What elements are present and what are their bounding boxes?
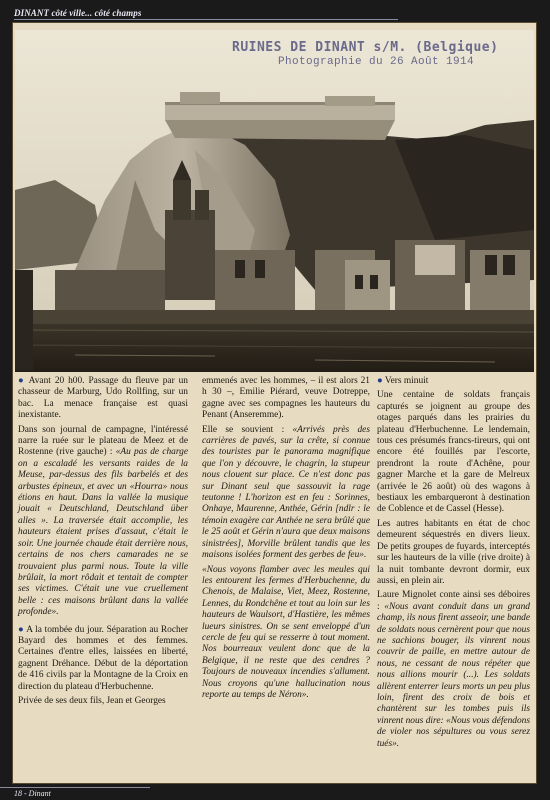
running-header: DINANT côté ville... côté champs (14, 8, 142, 18)
paragraph-text: emmenés avec les hommes, – il est alors 21 h 30 –, Emilie Piérard, veuve Dotreppe, gagne avec ses compagnes les hauteurs du Penant (Anseremme). (202, 376, 370, 421)
paragraph-text: Une centaine de soldats français capturés se joignent au groupe des otages parqués dans les prairies du plateau d'Herbuchenne. Le lendemain, tous ces présumés francs-tireurs, qui ont encore été fouillés par l'escorte, prendront la route d'Achêne, pour gagner Marche et la gare de Melreux (arrivée le 26 août) où des wagons à bestiaux les embarqueront à destination de Coblence et de Cassel (Hesse). (377, 390, 530, 515)
paragraph (18, 696, 188, 707)
paragraph (377, 519, 530, 587)
bullet-icon: ● (18, 624, 25, 635)
paragraph-text: Les autres habitants en état de choc demeurent séquestrés en divers lieux. De petits groupes de fuyards, interceptés sur les hauteurs de la ville (rive droite) à la nuit tombante devront dormir, eux aussi, en plein air. (377, 518, 530, 586)
bullet-icon: ● (18, 376, 26, 386)
quote-text: «Nous avant conduit dans un grand champ, ils nous firent asseoir, une bande de soldats nous cernèrent pour que nous ne sachions bouger, ils vinrent nous couvrir de paille, en mettre autour de nous, ne cessant de nous répéter que nous allions mourir (...). Les soldats allèrent enterrer leurs morts un peu plus loin, firent des croix de bois et chantèrent sur les tombes puis ils vinrent nous dire: «Nous vous défendons de violer nos sépultures ou vous serez tués». (377, 601, 530, 749)
entry-text: A la tombée du jour. Séparation au Rocher Bayard des hommes et des femmes. Certaines d'entre elles, laissées en liberté, gagnent Dréhance. Début de la déportation de 416 civils par la Montagne de la Croix en direction du plateau d'Herbuchenne. (18, 624, 188, 692)
testimony-paragraph (377, 590, 530, 750)
testimony-paragraph-2: «Nous voyons flamber avec les meules qui les entourent les fermes d'Herbuchenne, du Chenois, de Malaise, Viet, Meez, Rostenne, Lennes, du Rondchêne et tout au loin sur les hauteurs de Waulsort, d'Hastière, les mêmes lueurs sinistres. On se sent enveloppé d'un cercle de feu qui se resserre à tout moment. Nos bourreaux veulent donc que de la Belgique, il ne reste que des cendres ? Toujours de nouveaux incendies s'allument. Nous croyons qu'une hallucination nous reporte au temps de Néron». (202, 564, 370, 700)
historical-photo (15, 30, 534, 372)
entry-text: Avant 20 h00. Passage du fleuve par un chasseur de Marburg, Udo Rollfing, sur un bac. La menace française est quasi inexistante. (18, 376, 188, 421)
paragraph-text: Laure Mignolet conte ainsi ses déboires : (377, 590, 530, 612)
paragraph-text: Dans son journal de campagne, l'intéressé narre la ruée sur le plateau de Meez et de Rostenne (rive gauche) : (18, 424, 188, 458)
timeline-entry-dusk (18, 625, 188, 693)
page-number: 18 - Dinant (14, 789, 51, 798)
paragraph (202, 376, 370, 422)
paragraph-text: Privée de ses deux fils, Jean et Georges (18, 695, 166, 706)
paragraph (377, 390, 530, 515)
column-1 (18, 376, 188, 710)
column-3 (377, 376, 530, 753)
testimony-paragraph (202, 425, 370, 562)
bullet-icon: ● (377, 376, 383, 386)
quote-text: «Arrivés près des carrières de pavés, sur la crête, si connue des touristes par le panorama magnifique que l'on y découvre, le chagrin, la stupeur nous clouent sur place. Ce n'est donc pas sur Dinant seul que sassouvit la rage teutonne ! L'horizon est en feu : Sorinnes, Onhaye, Maurenne, Anthée, Gérin [ndlr : le témoin exagère car Anthée ne sera brûlé que le 25 août et Gérin n'aura que deux maisons sinistrées], Morville brûlent tandis que les maisons isolées forment des gerbes de feu». (202, 424, 370, 561)
entry-title: Vers minuit (384, 376, 429, 386)
column-2 (202, 376, 370, 704)
photo-caption-stamp: RUINES DE DINANT s/M. (Belgique) (232, 40, 499, 55)
journal-paragraph (18, 425, 188, 619)
photo-date-stamp: Photographie du 26 Août 1914 (278, 56, 475, 68)
timeline-entry-20h (18, 376, 188, 422)
photo-illustration (15, 30, 534, 372)
header-rule (14, 19, 398, 20)
quote-text: «Au pas de charge on a escaladé les versants raides de la Meuse, par-dessus des fils barbelés et des arbustes épineux, et avec un «Hourra» nous étions en haut. Dans la vallée la musique jouait « Deutschland, Deutschland über alles ». La traversée était accomplie, les hauteurs étaient prises d'assaut, c'était le soir. Une journée chaude était derrière nous, certains de nos chers camarades ne se trouvaient plus parmi nous. Toute la ville brûlait, la mort rôdait et tentait de compter ses victimes. C'était une vue cruellement belle : ces maisons brûlant dans la vallée profonde». (18, 447, 188, 618)
paragraph-text: Elle se souvient : (202, 424, 293, 435)
footer-rule (0, 787, 150, 788)
timeline-entry-midnight (377, 376, 530, 387)
